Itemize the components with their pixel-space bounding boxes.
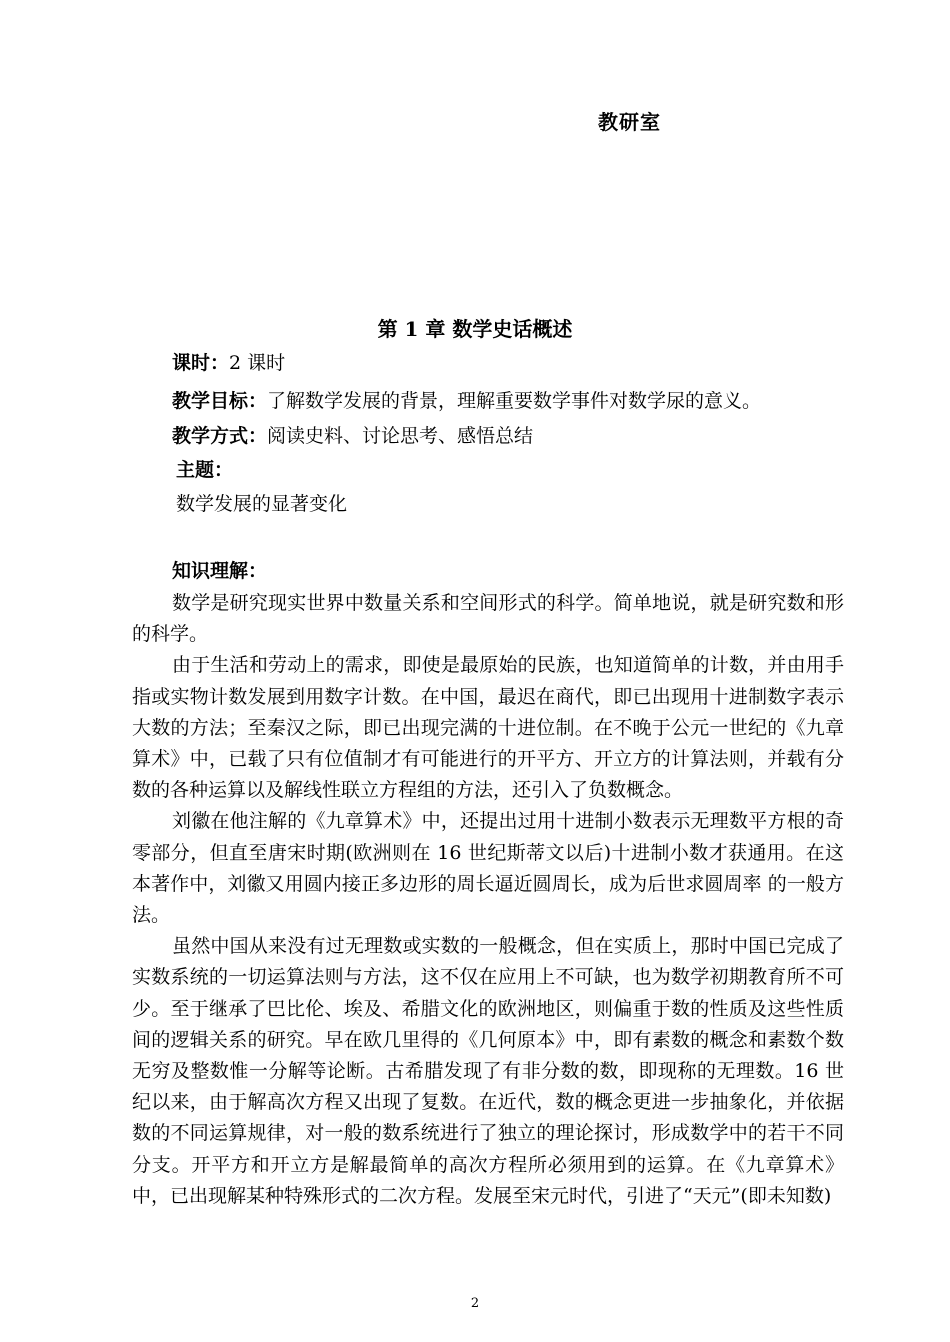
knowledge-section-label: 知识理解： bbox=[172, 560, 268, 582]
teaching-objective-label: 教学目标： bbox=[172, 390, 268, 412]
body-paragraph: 数学是研究现实世界中数量关系和空间形式的科学。简单地说，就是研究数和形的科学。 bbox=[132, 592, 844, 646]
teaching-objective-line bbox=[172, 386, 761, 413]
body-paragraph: 刘徽在他注解的《九章算术》中，还提出过用十进制小数表示无理数平方根的奇零部分，但直至唐宋时期(欧洲则在 16 世纪斯蒂文以后)十进制小数才获通用。在这本著作中，刘徽又用圆内接正多边形的周长逼近圆周长，成为后世求圆周率 的一般方法。 bbox=[132, 810, 844, 927]
knowledge-body bbox=[132, 588, 844, 1212]
topic-value: 数学发展的显著变化 bbox=[176, 493, 348, 515]
chapter-title: 第 1 章 数学史话概述 bbox=[377, 317, 573, 341]
body-paragraph: 由于生活和劳动上的需求，即使是最原始的民族，也知道简单的计数，并由用手指或实物计数发展到用数字计数。在中国，最迟在商代，即已出现用十进制数字表示大数的方法；至秦汉之际，即已出现完满的十进位制。在不晚于公元一世纪的《九章算术》中，已载了只有位值制才有可能进行的开平方、开立方的计算法则，并载有分数的各种运算以及解线性联立方程组的方法，还引入了负数概念。 bbox=[132, 654, 844, 802]
teaching-method-line bbox=[172, 421, 533, 448]
teaching-objective-value: 了解数学发展的背景，理解重要数学事件对数学尿的意义。 bbox=[267, 390, 762, 412]
body-paragraph: 虽然中国从来没有过无理数或实数的一般概念，但在实质上，那时中国已完成了实数系统的一切运算法则与方法，这不仅在应用上不可缺，也为数学初期教育所不可少。至于继承了巴比伦、埃及、希腊文化的欧洲地区，则偏重于数的性质及这些性质间的逻辑关系的研究。早在欧几里得的《几何原本》中，即有素数的概念和素数个数无穷及整数惟一分解等论断。古希腊发现了有非分数的数，即现称的无理数。16 世纪以来，由于解高次方程又出现了复数。在近代，数的概念更进一步抽象化，并依据数的不同运算规律，对一般的数系统进行了独立的理论探讨，形成数学中的若干不同分支。开平方和开立方是解最简单的高次方程所必须用到的运算。在《九章算术》中，已出现解某种特殊形式的二次方程。发展至宋元时代，引进了“天元”(即未知数) bbox=[132, 935, 844, 1207]
class-hours-line bbox=[172, 348, 285, 375]
page-number: 2 bbox=[470, 1296, 480, 1311]
class-hours-label: 课时： bbox=[172, 352, 230, 374]
teaching-method-value: 阅读史料、讨论思考、感悟总结 bbox=[267, 425, 534, 447]
class-hours-value: 2 课时 bbox=[229, 352, 286, 374]
topic-line bbox=[176, 455, 233, 482]
teaching-method-label: 教学方式： bbox=[172, 425, 268, 447]
department-header: 教研室 bbox=[598, 110, 661, 134]
topic-label: 主题： bbox=[176, 459, 234, 481]
